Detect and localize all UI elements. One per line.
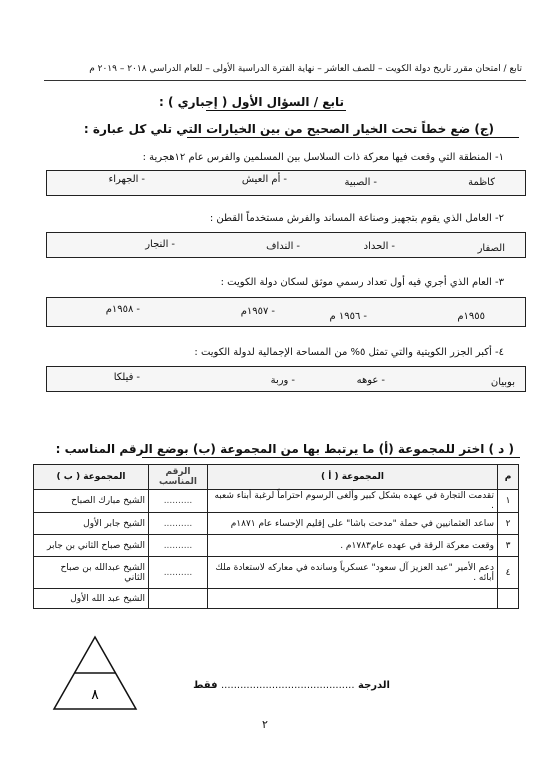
q4-option-2[interactable]: -عوهه <box>356 375 385 386</box>
row-group-b: الشيخ عبد الله الأول <box>34 589 149 609</box>
row-group-a: ساعد العثمانيين في حملة "مدحت باشا" على إقليم الإحساء عام ١٨٧١م <box>208 513 498 535</box>
section-title: تابع / السؤال الأول ( إجباري ) : <box>159 95 344 109</box>
q1-option-1[interactable]: كاظمة <box>468 177 495 188</box>
question-3-text: ٣- العام الذي أجري فيه أول تعداد رسمي موثق لسكان دولة الكويت : <box>220 277 504 288</box>
table-row <box>34 557 519 589</box>
part-c-title: (ج) ضع خطاً تحت الخيار الصحيح من بين الخيارات التي تلي كل عبارة : <box>83 122 494 136</box>
table-header-row <box>34 465 519 490</box>
row-group-a: وقعت معركة الرقة في عهده عام١٧٨٣م . <box>208 535 498 557</box>
grade-triangle <box>52 635 138 711</box>
row-num: ٢ <box>498 513 519 535</box>
row-group-a: دعم الأمير "عبد العزيز آل سعود" عسكرياً وسانده في معاركه لاستعادة ملك أبائه . <box>208 557 498 589</box>
question-2-options <box>46 232 526 258</box>
header-num: م <box>498 465 519 490</box>
row-group-b: الشيخ عبدالله بن صباح الثاني <box>34 557 149 589</box>
grade-suffix: فقط <box>193 680 218 691</box>
q3-option-4[interactable]: -١٩٥٨م <box>105 304 140 315</box>
q2-option-1[interactable]: الصفار <box>477 243 505 254</box>
matching-table <box>33 464 519 609</box>
exam-header: تابع / امتحان مقرر تاريخ دولة الكويت – للصف العاشر – نهاية الفترة الدراسية الأولى – للعام الدراسي ٢٠١٨ – ٢٠١٩ م <box>89 64 522 74</box>
q1-option-3[interactable]: -أم العيش <box>241 174 287 185</box>
table-row <box>34 513 519 535</box>
table-row <box>34 589 519 609</box>
row-num: ٣ <box>498 535 519 557</box>
q3-option-3[interactable]: -١٩٥٧م <box>240 306 275 317</box>
header-divider <box>44 80 526 81</box>
header-group-b: المجموعة ( ب ) <box>34 465 149 490</box>
row-group-a: تقدمت التجارة في عهده بشكل كبير وألغى الرسوم احتراماً لرغبة أبناء شعبه . <box>208 490 498 513</box>
part-c-underline <box>187 137 519 138</box>
row-group-a <box>208 589 498 609</box>
row-answer-field[interactable]: .......... <box>149 535 208 557</box>
row-num <box>498 589 519 609</box>
table-row <box>34 535 519 557</box>
q2-option-2[interactable]: -الحداد <box>363 241 395 252</box>
q4-option-1[interactable]: بوبيان <box>490 377 515 388</box>
header-group-a: المجموعة ( أ ) <box>208 465 498 490</box>
grade-total: ٨ <box>91 687 99 703</box>
grade-dots[interactable]: .......................................... <box>221 680 355 691</box>
row-group-b: الشيخ مبارك الصباح <box>34 490 149 513</box>
q4-option-3[interactable]: -وربة <box>270 375 295 386</box>
q2-option-3[interactable]: -النداف <box>266 241 300 252</box>
question-1-text: ١- المنطقة التي وقعت فيها معركة ذات السلاسل بين المسلمين والفرس عام ١٢هجرية : <box>142 152 504 163</box>
row-answer-field[interactable]: .......... <box>149 490 208 513</box>
q1-option-2[interactable]: -الصبية <box>344 177 377 188</box>
question-4-text: ٤- أكبر الجزر الكويتية والتي تمثل ٥% من المساحة الإجمالية لدولة الكويت : <box>194 347 504 358</box>
q4-option-4[interactable]: -فيلكا <box>113 372 140 383</box>
row-answer-field[interactable]: .......... <box>149 513 208 535</box>
part-d-underline <box>142 457 520 458</box>
page-number: ٢ <box>262 718 268 731</box>
q3-option-1[interactable]: ١٩٥٥م <box>457 311 485 322</box>
question-4-options <box>46 366 526 392</box>
q3-option-2[interactable]: -١٩٥٦ م <box>329 311 367 322</box>
grade-line <box>170 680 390 691</box>
question-3-options <box>46 297 526 327</box>
header-answer: الرقم المناسب <box>149 465 208 490</box>
row-num: ١ <box>498 490 519 513</box>
question-2-text: ٢- العامل الذي يقوم بتجهيز وصناعة المساند والفرش مستخدماً القطن : <box>209 213 504 224</box>
table-row <box>34 490 519 513</box>
row-group-b: الشيخ صباح الثاني بن جابر <box>34 535 149 557</box>
row-answer-field[interactable]: .......... <box>149 557 208 589</box>
row-group-b: الشيخ جابر الأول <box>34 513 149 535</box>
grade-label: الدرجة <box>358 680 390 691</box>
row-num: ٤ <box>498 557 519 589</box>
question-1-options <box>46 170 526 196</box>
section-title-underline <box>206 110 346 111</box>
q1-option-4[interactable]: -الجهراء <box>108 174 145 185</box>
q2-option-4[interactable]: -النجار <box>145 239 175 250</box>
part-d-title: ( د ) اختر للمجموعة (أ) ما يرتبط بها من المجموعة (ب) بوضع الرقم المناسب : <box>55 442 514 456</box>
row-answer-field[interactable] <box>149 589 208 609</box>
